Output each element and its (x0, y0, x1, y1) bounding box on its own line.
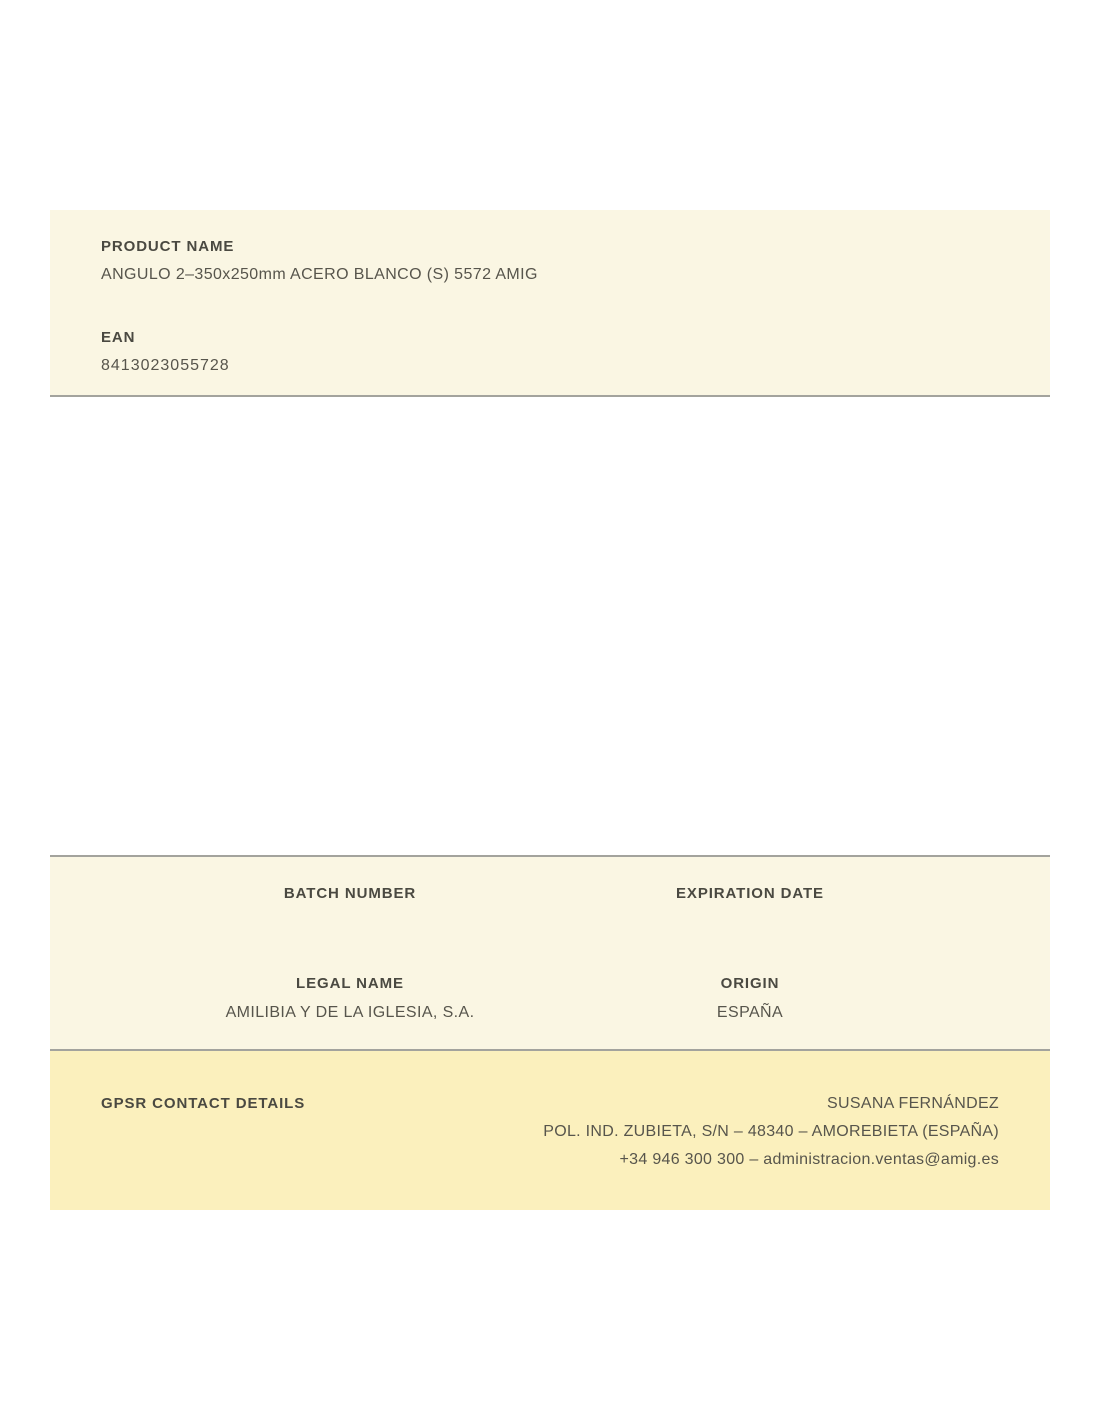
legal-name-field (150, 976, 550, 1022)
gpsr-contact-section (50, 1051, 1050, 1210)
origin-label: ORIGIN (720, 975, 780, 992)
product-name-label: PRODUCT NAME (101, 238, 235, 255)
product-name-value: ANGULO 2–350x250mm ACERO BLANCO (S) 5572 AMIG (101, 266, 538, 283)
origin-field (550, 976, 950, 1022)
batch-legal-section (50, 855, 1050, 1051)
expiration-date-label: EXPIRATION DATE (676, 885, 824, 902)
gpsr-contact-block (543, 1095, 999, 1179)
expiration-date-field (550, 886, 950, 976)
contact-address: POL. IND. ZUBIETA, S/N – 48340 – AMOREBIETA (ESPAÑA) (543, 1123, 999, 1140)
legal-name-value: AMILIBIA Y DE LA IGLESIA, S.A. (225, 1004, 475, 1021)
batch-legal-grid (150, 886, 950, 1022)
ean-field (101, 329, 999, 375)
ean-value: 8413023055728 (101, 357, 230, 374)
contact-phone-email: +34 946 300 300 – administracion.ventas@amig.es (619, 1151, 999, 1168)
legal-name-label: LEGAL NAME (296, 975, 404, 992)
batch-number-field (150, 886, 550, 976)
origin-value: ESPAÑA (716, 1004, 784, 1021)
product-name-field (101, 238, 999, 284)
product-section (50, 210, 1050, 397)
contact-name: SUSANA FERNÁNDEZ (827, 1095, 999, 1112)
batch-number-label: BATCH NUMBER (283, 885, 417, 902)
ean-label: EAN (101, 329, 136, 346)
gpsr-contact-label: GPSR CONTACT DETAILS (101, 1095, 306, 1112)
